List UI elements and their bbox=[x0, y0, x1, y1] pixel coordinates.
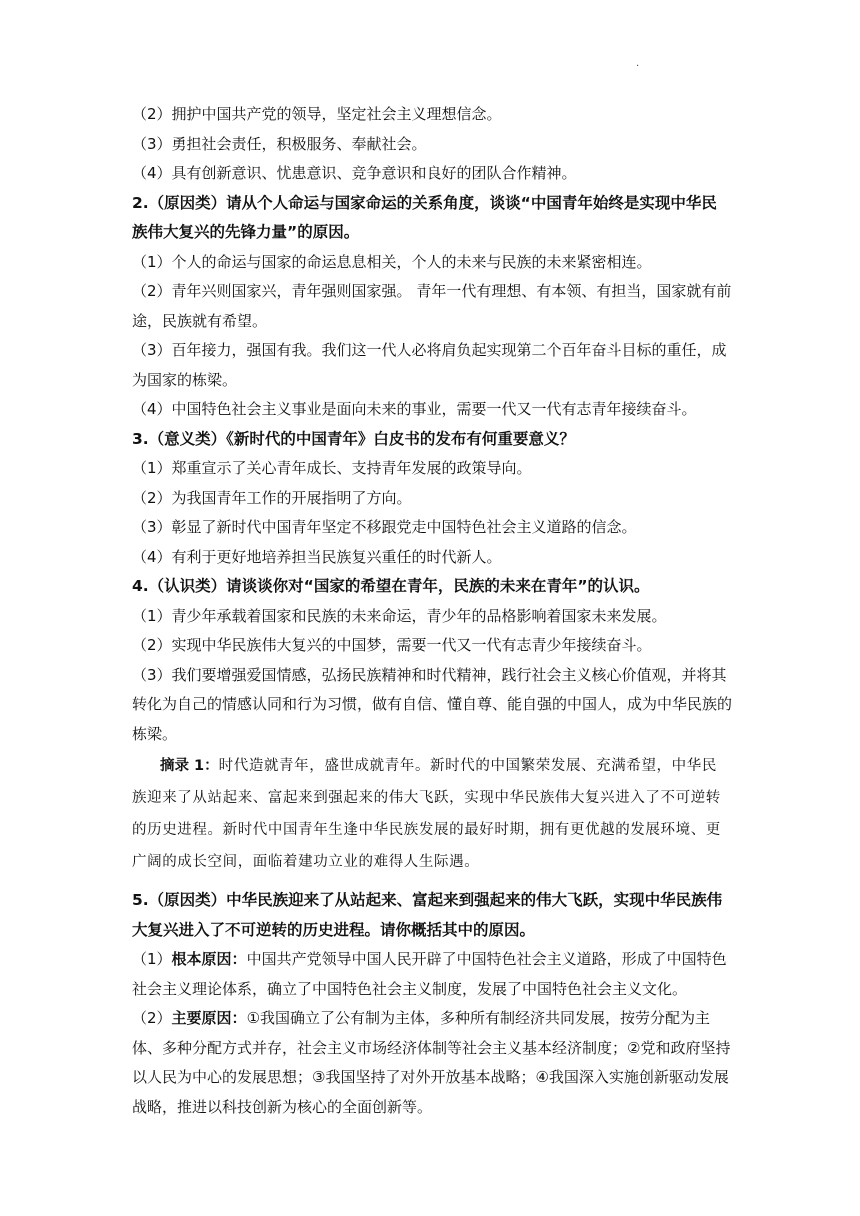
list-item: （1）个人的命运与国家的命运息息相关，个人的未来与民族的未来紧密相连。 bbox=[132, 252, 652, 271]
question-3-title: 3.（意义类）《新时代的中国青年》白皮书的发布有何重要意义？ bbox=[132, 429, 575, 448]
list-item bbox=[132, 945, 732, 1004]
list-item: （3）勇担社会责任，积极服务、奉献社会。 bbox=[132, 134, 427, 153]
list-item bbox=[132, 1004, 732, 1122]
excerpt-text: 时代造就青年，盛世成就青年。新时代的中国繁荣发展、充满希望，中华民族迎来了从站起来、富起来到强起来的伟大飞跃，实现中华民族伟大复兴进入了不可逆转的历史进程。新时代中国青年生逢中华民族发展的最好时期，拥有更优越的发展环境、更广阔的成长空间，面临着建功立业的难得人生际遇。 bbox=[132, 758, 721, 870]
document-body bbox=[132, 100, 732, 1122]
list-item: （4）中国特色社会主义事业是面向未来的事业，需要一代又一代有志青年接续奋斗。 bbox=[132, 400, 697, 418]
list-item: （3）彰显了新时代中国青年坚定不移跟党走中国特色社会主义道路的信念。 bbox=[132, 518, 637, 536]
list-item: （2）实现中华民族伟大复兴的中国梦，需要一代又一代有志青少年接续奋斗。 bbox=[132, 636, 652, 654]
header-dot: . bbox=[636, 58, 640, 69]
list-item: （3）百年接力，强国有我。我们这一代人必将肩负起实现第二个百年奋斗目标的重任，成为国家的栋梁。 bbox=[132, 341, 727, 389]
list-item: （2）青年兴则国家兴，青年强则国家强。 青年一代有理想、有本领、有担当，国家就有前途，民族就有希望。 bbox=[132, 282, 732, 330]
item-label: 主要原因： bbox=[171, 1009, 247, 1027]
list-item: （2）为我国青年工作的开展指明了方向。 bbox=[132, 488, 412, 507]
item-text: 中国共产党领导中国人民开辟了中国特色社会主义道路，形成了中国特色社会主义理论体系，确立了中国特色社会主义制度，发展了中国特色社会主义文化。 bbox=[132, 950, 727, 998]
excerpt-label: 摘录 1： bbox=[160, 758, 219, 774]
list-item: （1）青少年承载着国家和民族的未来命运，青少年的品格影响着国家未来发展。 bbox=[132, 606, 667, 625]
item-label: 根本原因： bbox=[171, 950, 247, 968]
item-prefix: （1） bbox=[132, 950, 172, 968]
question-2-title: 2.（原因类）请从个人命运与国家命运的关系角度，谈谈“中国青年始终是实现中华民族伟大复兴的先锋力量”的原因。 bbox=[132, 193, 717, 241]
question-4-title: 4.（认识类）请谈谈你对“国家的希望在青年，民族的未来在青年”的认识。 bbox=[132, 577, 650, 595]
list-item: （1）郑重宣示了关心青年成长、支持青年发展的政策导向。 bbox=[132, 459, 532, 477]
item-prefix: （2） bbox=[132, 1009, 172, 1027]
list-item: （4）有利于更好地培养担当民族复兴重任的时代新人。 bbox=[132, 547, 502, 566]
list-item: （3）我们要增强爱国情感，弘扬民族精神和时代精神，践行社会主义核心价值观，并将其转化为自己的情感认同和行为习惯，做有自信、懂自尊、能自强的中国人，成为中华民族的栋梁。 bbox=[132, 665, 733, 743]
question-5-title: 5.（原因类）中华民族迎来了从站起来、富起来到强起来的伟大飞跃，实现中华民族伟大复兴进入了不可逆转的历史进程。请你概括其中的原因。 bbox=[132, 891, 723, 939]
excerpt-1 bbox=[132, 750, 732, 878]
spacer bbox=[132, 878, 732, 886]
list-item: （4）具有创新意识、忧患意识、竞争意识和良好的团队合作精神。 bbox=[132, 164, 577, 182]
item-text: ①我国确立了公有制为主体，多种所有制经济共同发展，按劳分配为主体、多种分配方式并存，社会主义市场经济体制等社会主义基本经济制度；②党和政府坚持以人民为中心的发展思想；③我国坚持了对外开放基本战略；④我国深入实施创新驱动发展战略，推进以科技创新为核心的全面创新等。 bbox=[132, 1009, 731, 1116]
list-item: （2）拥护中国共产党的领导，坚定社会主义理想信念。 bbox=[132, 105, 502, 123]
